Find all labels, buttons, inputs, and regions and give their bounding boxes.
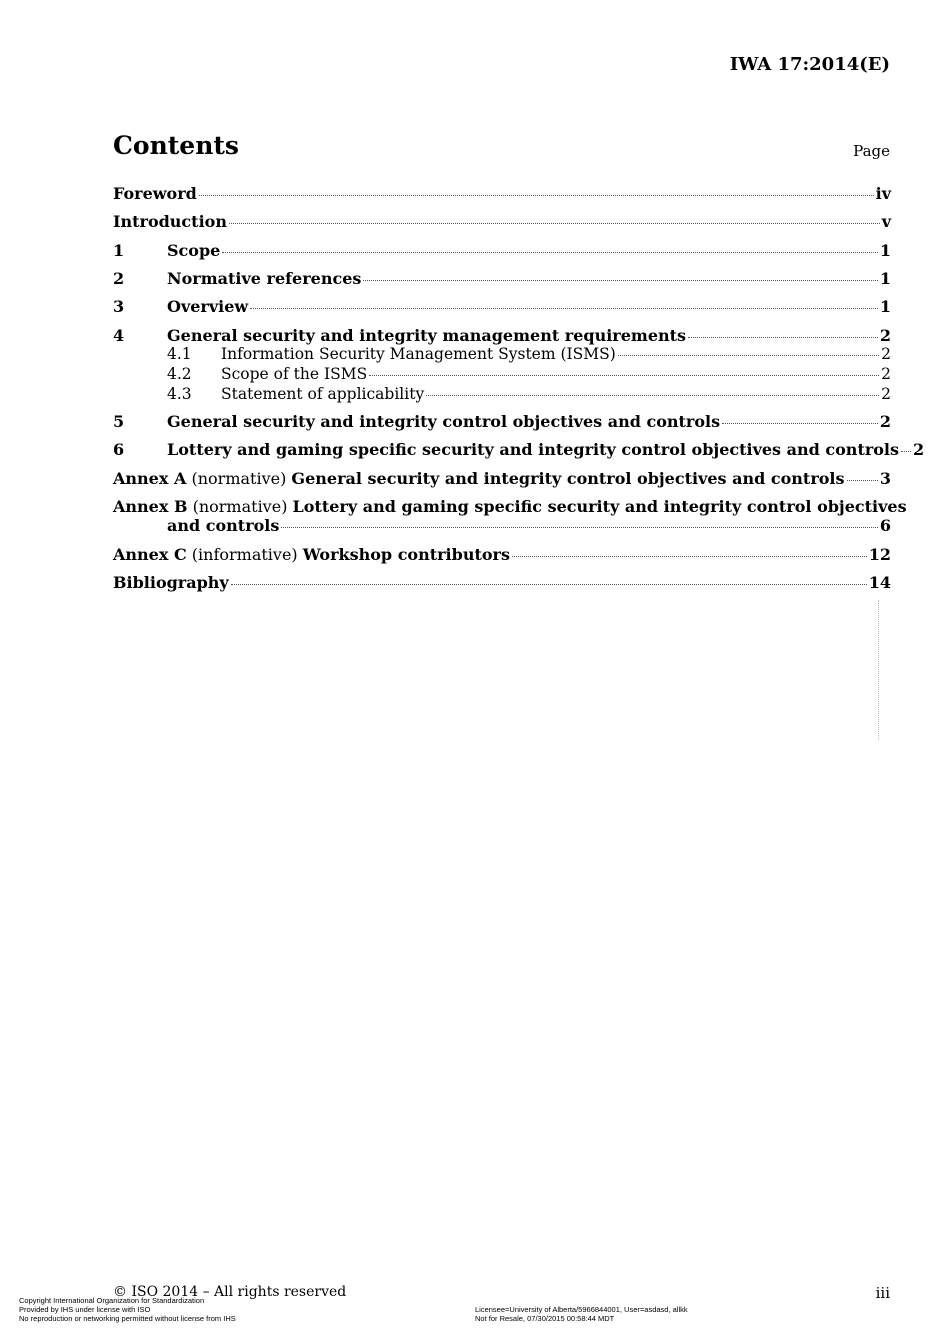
annex-type: (normative) [191, 469, 287, 488]
leader-dots [229, 223, 880, 224]
toc-entry-title-continuation: and controls [167, 516, 280, 535]
toc-entry-title: Normative references [167, 269, 362, 288]
toc-entry-number: 1 [113, 241, 125, 260]
toc-entry-title: Lottery and gaming specific security and integrity control objectives and controls [167, 440, 900, 459]
toc-entry-title: Introduction [113, 212, 227, 231]
leader-dots [426, 395, 879, 396]
ihs-line: Not for Resale, 07/30/2015 00:58:44 MDT [475, 1314, 615, 1323]
toc-entry-page: 12 [868, 545, 891, 564]
toc-entry-page: 14 [868, 573, 891, 592]
toc-entry-title: Information Security Management System (ISMS) [221, 345, 616, 363]
leader-dots [369, 375, 879, 376]
annex-label: Annex B [113, 497, 188, 516]
document-id: IWA 17:2014(E) [729, 54, 890, 75]
toc-entry-title: Statement of applicability [221, 385, 425, 403]
toc-entry-bibliography[interactable] [113, 573, 891, 592]
page-column-label: Page [853, 142, 890, 160]
toc-entry-number: 5 [113, 412, 125, 431]
leader-dots [231, 584, 867, 585]
toc-entry-number: 4.2 [167, 365, 192, 383]
toc-entry-page: 2 [881, 385, 891, 403]
toc-entry-section-3[interactable] [113, 297, 891, 316]
annex-label: Annex A [113, 469, 187, 488]
toc-entry-page: v [881, 212, 891, 231]
ihs-license-notice-left [19, 1296, 236, 1323]
toc-entry-subsection-4-2[interactable] [113, 365, 891, 383]
leader-dots [847, 480, 878, 481]
toc-entry-section-2[interactable] [113, 269, 891, 288]
toc-entry-title: General security and integrity control objectives and controls [291, 469, 845, 488]
toc-entry-section-1[interactable] [113, 241, 891, 260]
ihs-line: Copyright International Organization for Standardization [19, 1296, 205, 1305]
leader-dots [901, 451, 911, 452]
toc-entry-title: Overview [167, 297, 249, 316]
toc-entry-number: 4.3 [167, 385, 192, 403]
toc-entry-page: 1 [879, 297, 891, 316]
ihs-license-notice-right [475, 1305, 688, 1323]
leader-dots [512, 556, 867, 557]
page-number: iii [875, 1284, 890, 1302]
toc-entry-title: Bibliography [113, 573, 229, 592]
annex-type: (informative) [191, 545, 298, 564]
leader-dots [688, 337, 878, 338]
toc-entry-page: 2 [881, 365, 891, 383]
toc-entry-number: 2 [113, 269, 125, 288]
toc-entry-page: 1 [879, 269, 891, 288]
leader-dots [250, 308, 878, 309]
toc-entry-page: 2 [913, 440, 925, 459]
page-title: Contents [113, 131, 240, 160]
toc-entry-annex-b-continuation[interactable] [167, 516, 891, 535]
ihs-line: Provided by IHS under license with ISO [19, 1305, 151, 1314]
annex-label: Annex C [113, 545, 187, 564]
toc-entry-subsection-4-1[interactable] [113, 345, 891, 363]
toc-entry-number: 4 [113, 326, 125, 345]
toc-entry-foreword[interactable] [113, 184, 891, 203]
toc-entry-title: Scope [167, 241, 221, 260]
toc-entry-page: iv [875, 184, 891, 203]
toc-entry-number: 3 [113, 297, 125, 316]
leader-dots [618, 355, 879, 356]
copyright-notice: © ISO 2014 – All rights reserved [113, 1284, 347, 1300]
toc-entry-section-5[interactable] [113, 412, 891, 431]
toc-entry-title: Scope of the ISMS [221, 365, 368, 383]
leader-dots [281, 527, 877, 528]
toc-entry-title: General security and integrity management requirements [167, 326, 687, 345]
toc-entry-section-6[interactable] [113, 440, 925, 459]
toc-entry-page: 2 [879, 412, 891, 431]
toc-entry-title: Foreword [113, 184, 197, 203]
toc-entry-title: Lottery and gaming specific security and integrity control objectives [292, 497, 907, 516]
vertical-dotted-mark [878, 600, 879, 740]
toc-entry-page: 1 [879, 241, 891, 260]
leader-dots [363, 280, 877, 281]
leader-dots [222, 252, 878, 253]
toc-entry-subsection-4-3[interactable] [113, 385, 891, 403]
annex-type: (normative) [192, 497, 288, 516]
ihs-line: No reproduction or networking permitted without license from IHS [19, 1314, 236, 1323]
toc-entry-title: Workshop contributors [302, 545, 510, 564]
toc-entry-annex-b[interactable] [113, 497, 907, 516]
toc-entry-section-4[interactable] [113, 326, 891, 345]
toc-entry-number: 4.1 [167, 345, 192, 363]
toc-entry-page: 6 [879, 516, 891, 535]
toc-entry-number: 6 [113, 440, 125, 459]
toc-entry-page: 3 [879, 469, 891, 488]
toc-entry-introduction[interactable] [113, 212, 891, 231]
toc-entry-page: 2 [879, 326, 891, 345]
ihs-line: Licensee=University of Alberta/5966844001, User=asdasd, allkk [475, 1305, 688, 1314]
leader-dots [199, 195, 874, 196]
toc-entry-title: General security and integrity control objectives and controls [167, 412, 721, 431]
toc-entry-page: 2 [881, 345, 891, 363]
toc-entry-annex-a[interactable] [113, 469, 891, 488]
leader-dots [722, 423, 878, 424]
toc-entry-annex-c[interactable] [113, 545, 891, 564]
